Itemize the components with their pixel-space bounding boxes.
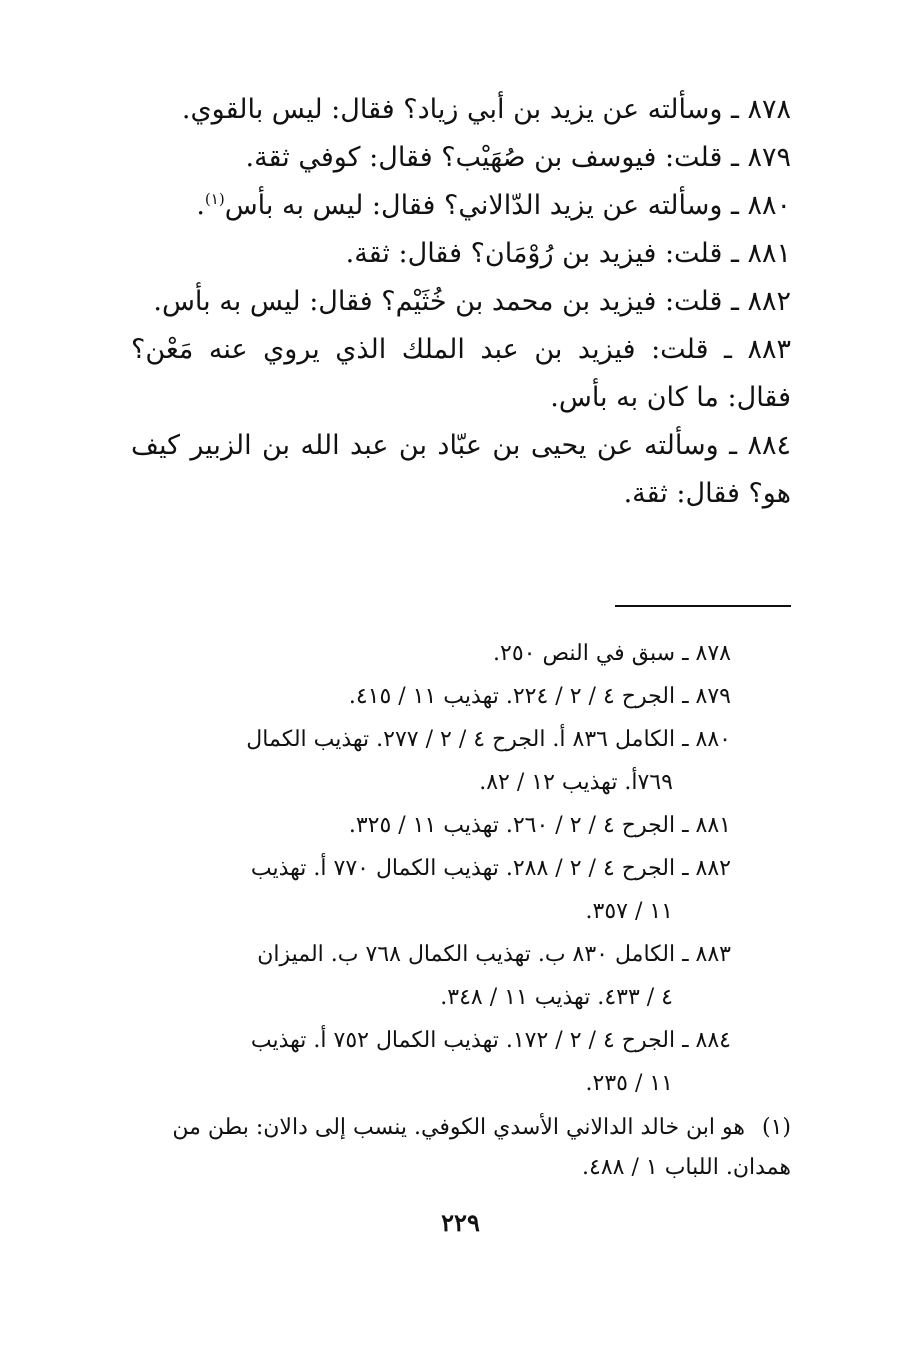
- source-notes: [121, 632, 731, 1105]
- note-text: ٨٨٤ ـ الجرح ٤ / ٢ / ١٧٢. تهذيب الكمال ٧٥٢ أ. تهذيب: [250, 1028, 731, 1053]
- footnote-mark: (١): [761, 1115, 791, 1140]
- note-text: ٨٧٩ ـ الجرح ٤ / ٢ / ٢٢٤. تهذيب ١١ / ٤١٥.: [348, 684, 731, 709]
- note-continuation: ٤ / ٤٣٣. تهذيب ١١ / ٣٤٨.: [440, 985, 673, 1010]
- note-text: ٨٨٣ ـ الكامل ٨٣٠ ب. تهذيب الكمال ٧٦٨ ب. الميزان: [257, 942, 731, 967]
- note-882: [121, 847, 731, 933]
- entry-883: ٨٨٣ ـ قلت: فيزيد بن عبد الملك الذي يروي عنه مَعْن؟ فقال: ما كان به بأس.: [131, 334, 791, 413]
- note-text: ٨٨١ ـ الجرح ٤ / ٢ / ٢٦٠. تهذيب ١١ / ٣٢٥.: [348, 813, 731, 838]
- note-884: [121, 1019, 731, 1105]
- note-879: [121, 675, 731, 718]
- entry-880: [131, 182, 791, 230]
- note-text: ٨٨٢ ـ الجرح ٤ / ٢ / ٢٨٨. تهذيب الكمال ٧٧٠ أ. تهذيب: [250, 856, 731, 881]
- note-continuation: ١١ / ٢٣٥.: [585, 1071, 673, 1096]
- separator-rule: [615, 605, 791, 607]
- main-text: [131, 86, 791, 518]
- footnote-reference[interactable]: (١): [204, 190, 225, 208]
- note-878: [121, 632, 731, 675]
- entry-878: ٨٧٨ ـ وسألته عن يزيد بن أبي زياد؟ فقال: ليس بالقوي.: [181, 94, 791, 125]
- note-883: [121, 933, 731, 1019]
- note-881: [121, 804, 731, 847]
- entry-880-text: ٨٨٠ ـ وسألته عن يزيد الدّالاني؟ فقال: ليس به بأس: [224, 190, 791, 221]
- note-continuation: ١١ / ٣٥٧.: [585, 899, 673, 924]
- entry-879: ٨٧٩ ـ قلت: فيوسف بن صُهَيْب؟ فقال: كوفي ثقة.: [245, 142, 791, 173]
- note-text: ٨٧٨ ـ سبق في النص ٢٥٠.: [493, 641, 731, 666]
- note-text: ٨٨٠ ـ الكامل ٨٣٦ أ. الجرح ٤ / ٢ / ٢٧٧. تهذيب الكمال: [246, 727, 731, 752]
- footnote-text: هو ابن خالد الدالاني الأسدي الكوفي. ينسب إلى دالان: بطن من همدان. اللباب ١ / ٤٨٨.: [172, 1115, 791, 1180]
- entry-884: ٨٨٤ ـ وسألته عن يحيى بن عبّاد بن عبد الله بن الزبير كيف هو؟ فقال: ثقة.: [131, 430, 791, 509]
- entry-880-end: .: [196, 190, 205, 221]
- footnote: [126, 1108, 791, 1188]
- page-number: ٢٢٩: [441, 1208, 480, 1237]
- entry-882: ٨٨٢ ـ قلت: فيزيد بن محمد بن خُثَيْم؟ فقال: ليس به بأس.: [153, 286, 791, 317]
- note-continuation: ٧٦٩أ. تهذيب ١٢ / ٨٢.: [479, 770, 673, 795]
- note-880: [121, 718, 731, 804]
- entry-881: ٨٨١ ـ قلت: فيزيد بن رُوْمَان؟ فقال: ثقة.: [345, 238, 791, 269]
